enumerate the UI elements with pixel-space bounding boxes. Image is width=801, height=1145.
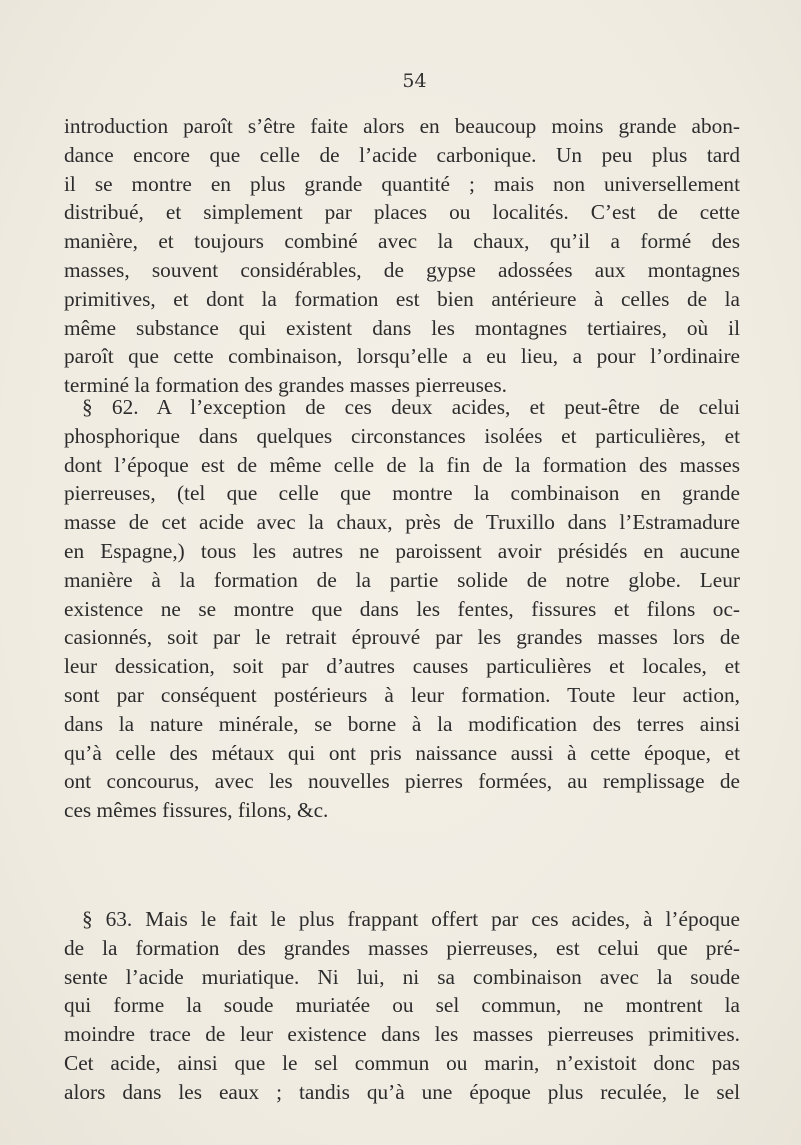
text-line: dans la nature minérale, se borne à la modification des terres ainsi <box>64 711 740 736</box>
text-line: masse de cet acide avec la chaux, près de Truxillo dans l’Estramadure <box>64 510 740 535</box>
text-line: manière, et toujours combiné avec la chaux, qu’il a formé des <box>64 229 740 254</box>
text-line: en Espagne,) tous les autres ne paroissent avoir présidés en aucune <box>64 538 740 563</box>
text-line: manière à la formation de la partie solide de notre globe. Leur <box>64 567 740 592</box>
text-line: masses, souvent considérables, de gypse adossées aux montagnes <box>64 257 740 282</box>
text-line: moindre trace de leur existence dans les masses pierreuses primitives. <box>64 1022 740 1047</box>
text-line: même substance qui existent dans les montagnes tertiaires, où il <box>64 315 740 340</box>
text-line: il se montre en plus grande quantité ; mais non universellement <box>64 171 740 196</box>
text-line: dont l’époque est de même celle de la fin de la formation des masses <box>64 452 740 477</box>
text-line: qu’à celle des métaux qui ont pris naissance aussi à cette époque, et <box>64 740 740 765</box>
text-line: paroît que cette combinaison, lorsqu’elle a eu lieu, a pour l’ordinaire <box>64 344 740 369</box>
paragraph-section-63 <box>64 905 740 1107</box>
text-line: phosphorique dans quelques circonstances isolées et particulières, et <box>64 423 740 448</box>
text-line: distribué, et simplement par places ou localités. C’est de cette <box>64 200 740 225</box>
text-line: dance encore que celle de l’acide carbonique. Un peu plus tard <box>64 142 740 167</box>
text-line: ont concourus, avec les nouvelles pierres formées, au remplissage de <box>64 769 740 794</box>
text-line: existence ne se montre que dans les fentes, fissures et filons oc- <box>64 596 740 621</box>
text-line: de la formation des grandes masses pierreuses, est celui que pré- <box>64 935 740 960</box>
text-line: sont par conséquent postérieurs à leur formation. Toute leur action, <box>64 682 740 707</box>
text-line: introduction paroît s’être faite alors en beaucoup moins grande abon- <box>64 114 740 138</box>
paragraph-1 <box>64 112 740 400</box>
text-line: sente l’acide muriatique. Ni lui, ni sa combinaison avec la soude <box>64 964 740 989</box>
text-line: pierreuses, (tel que celle que montre la combinaison en grande <box>64 481 740 506</box>
text-line: casionnés, soit par le retrait éprouvé par les grandes masses lors de <box>64 625 740 650</box>
text-line: alors dans les eaux ; tandis qu’à une époque plus reculée, le sel <box>64 1079 740 1104</box>
text-line: § 63. Mais le fait le plus frappant offert par ces acides, à l’époque <box>82 907 740 931</box>
page-number: 54 <box>402 70 427 92</box>
text-line: § 62. A l’exception de ces deux acides, et peut-être de celui <box>82 395 740 419</box>
paragraph-section-62 <box>64 393 740 825</box>
text-line: qui forme la soude muriatée ou sel commun, ne montrent la <box>64 993 740 1018</box>
text-line: leur dessication, soit par d’autres causes particulières et locales, et <box>64 654 740 679</box>
text-line: primitives, et dont la formation est bien antérieure à celles de la <box>64 286 740 311</box>
text-line: Cet acide, ainsi que le sel commun ou marin, n’existoit donc pas <box>64 1050 740 1075</box>
text-line: terminé la formation des grandes masses pierreuses. <box>64 373 507 398</box>
text-line: ces mêmes fissures, filons, &c. <box>64 798 329 823</box>
